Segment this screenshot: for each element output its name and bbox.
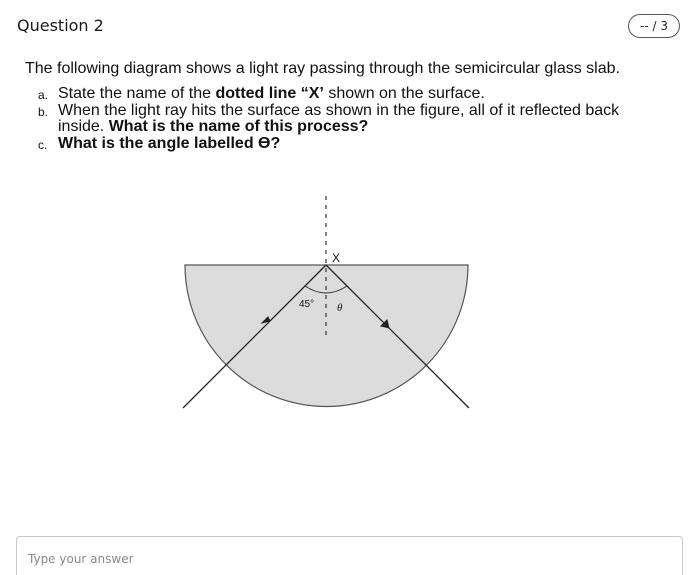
answer-input[interactable] [16, 536, 683, 575]
part-text: State the name of the [58, 85, 216, 102]
part-text: When the light ray hits the surface as shown in the figure, all of it reflected back inside. [58, 101, 620, 135]
question-intro: The following diagram shows a light ray passing through the semicircular glass slab. [25, 60, 620, 77]
part-marker: b. [38, 104, 49, 119]
question-title: Question 2 [17, 16, 104, 35]
normal-label: X [332, 251, 341, 265]
part-bold-text: dotted line “X’ [215, 85, 324, 102]
unknown-angle-label: θ [337, 302, 343, 314]
part-marker: c. [38, 137, 48, 152]
part-bold-text: What is the angle labelled ϴ? [58, 134, 281, 152]
part-text: shown on the surface. [323, 85, 485, 102]
part-marker: a. [38, 88, 49, 102]
incident-angle-label: 45° [299, 299, 315, 310]
part-bold-text: What is the name of this process? [108, 118, 369, 135]
score-badge: -- / 3 [628, 14, 680, 38]
